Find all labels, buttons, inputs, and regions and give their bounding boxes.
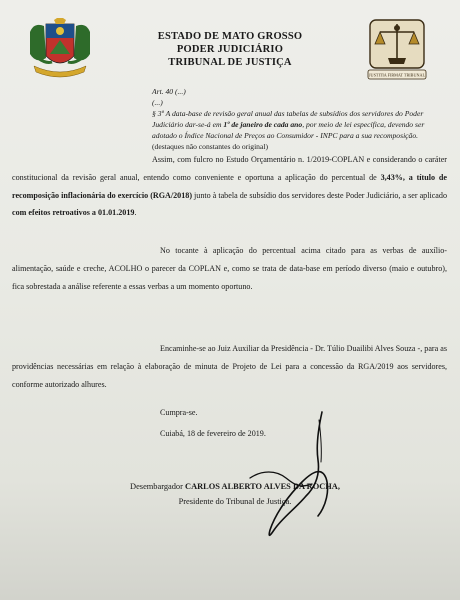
p1-text-c: junto à tabela de subsídio dos servidores deste Poder Judiciário, a ser aplicado (192, 190, 447, 200)
letterhead-power: PODER JUDICIÁRIO (176, 44, 284, 55)
letterhead-state: ESTADO DE MATO GROSSO (157, 31, 303, 42)
letterhead-court: TRIBUNAL DE JUSTIÇA (168, 57, 292, 68)
p1-text-bold-b: com efeitos retroativos a 01.01.2019 (12, 208, 135, 218)
signatory-title: Desembargador (130, 482, 186, 491)
signatory-name: CARLOS ALBERTO ALVES DA ROCHA, (185, 482, 340, 491)
p3-text: Encaminhe-se ao Juiz Auxiliar da Presidência - Dr. Túlio Duailibi Alves Souza -, para as providências necessárias em relação à elaboração de minuta de Projeto de Lei para a concessão da RGA/2019 aos servidores, conforme autorizado alhures. (12, 344, 447, 389)
p4-text: Cumpra-se. (160, 408, 198, 417)
date-line: Cuiabá, 18 de fevereiro de 2019. (160, 429, 266, 438)
p2-text: No tocante à aplicação do percentual acima citado para as verbas de auxílio-alimentação, saúde e creche, ACOLHO o parecer da COPLAN e, como se trata de data-base em período diverso (maio e outubro), fica sobrestada a análise referente a essas verbas a um momento oportuno. (12, 246, 447, 291)
p1-text-a: Assim, com fulcro no Estudo Orçamentário n. 1/2019-COPLAN e considerando o caráter constitucional da revisão geral anual, entendo como conveniente e oportuna a aplicação do percentual de (12, 155, 447, 182)
citation-text-bold: 1º de janeiro de cada ano (223, 120, 303, 129)
citation-text-a: § 3º A data-base de revisão geral anual das tabelas de subsídios dos servidores do Poder Judiciário dar-se-á em (152, 109, 424, 129)
seal-ribbon-text: JUSTITIA FIRMAT TRIBUNAL (368, 72, 426, 78)
citation-article: Art. 40 (...) (152, 87, 186, 96)
citation-note: (destaques não constantes do original) (152, 142, 268, 151)
citation-ellipsis: (...) (152, 98, 163, 107)
p1-text-bold-a: 3,43%, a título de recomposição inflacionária do exercício (RGA/2018) (12, 172, 447, 200)
citation-text-c: , por meio de lei específica, devendo ser adotado o Índice Nacional de Preços ao Consumidor - INPC para a sua recomposição. (152, 120, 425, 140)
p1-text-e: . (134, 208, 137, 218)
signatory-role: Presidente do Tribunal de Justiça. (178, 497, 292, 506)
